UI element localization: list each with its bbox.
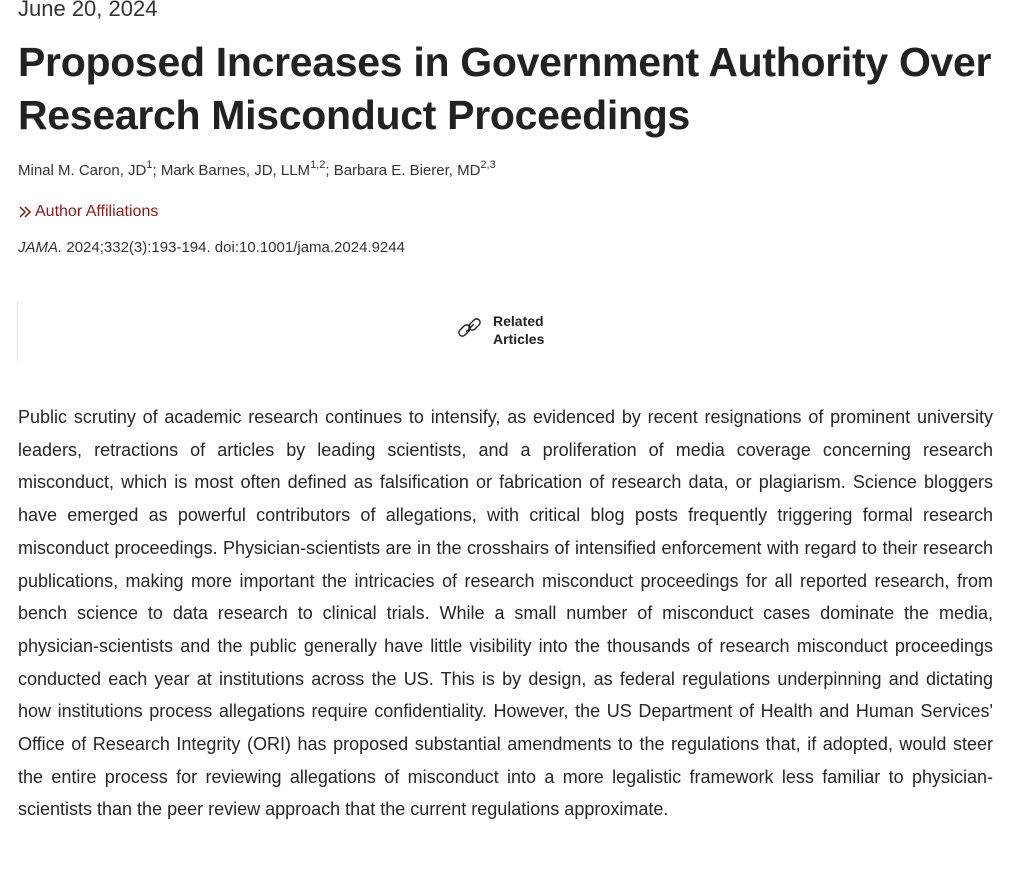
article-title: Proposed Increases in Government Authority Over Research Misconduct Proceedings: [18, 39, 992, 138]
citation-details: 2024;332(3):193-194. doi:10.1001/jama.2024.9244: [62, 239, 405, 256]
author-name: Mark Barnes, JD, LLM: [160, 162, 311, 179]
related-line-1: Related: [493, 313, 544, 329]
author-separator: ;: [152, 162, 161, 179]
author-affiliation-number: 1,2: [310, 159, 326, 171]
citation: [18, 239, 405, 256]
journal-name: JAMA.: [18, 239, 63, 256]
divider: [17, 301, 18, 361]
author-affiliations-label: Author Affiliations: [35, 203, 159, 220]
author-affiliations-toggle[interactable]: [18, 203, 158, 221]
related-articles-label: [493, 312, 544, 348]
author-affiliation-number: 2,3: [480, 159, 496, 171]
related-articles-link[interactable]: [455, 312, 544, 348]
related-line-2: Articles: [493, 331, 545, 347]
author-separator: ;: [325, 162, 334, 179]
author-list: [18, 159, 496, 179]
chevron-double-right-icon: [18, 205, 32, 219]
author-name: Barbara E. Bierer, MD: [333, 162, 481, 179]
author-name: Minal M. Caron, JD: [18, 162, 147, 179]
author-affiliation-number: 1: [146, 159, 153, 171]
article-body-paragraph: Public scrutiny of academic research continues to intensify, as evidenced by recent resignations of prominent university leaders, retractions of articles by leading scientists, and a proliferation of media coverage concerning research misconduct, which is most often defined as falsification or fabrication of research data, or plagiarism. Science bloggers have emerged as powerful contributors of allegations, with critical blog posts frequently triggering formal research misconduct proceedings. Physician-scientists are in the crosshairs of intensified enforcement with regard to their research publications, making more important the intricacies of research misconduct proceedings for all reported research, from bench science to data research to clinical trials. While a small number of misconduct cases dominate the media, physician-scientists and the public generally have little visibility into the thousands of research misconduct proceedings conducted each year at institutions across the US. This is by design, as federal regulations underpinning and dictating how institutions process allegations require confidentiality. However, the US Department of Health and Human Services' Office of Research Integrity (ORI) has proposed substantial amendments to the regulations that, if adopted, would steer the entire process for reviewing allegations of misconduct into a more legalistic framework less familiar to physician-scientists than the peer review approach that the current regulations approximate.: [18, 407, 993, 820]
publication-date: June 20, 2024: [18, 0, 158, 21]
link-icon: [455, 313, 485, 348]
